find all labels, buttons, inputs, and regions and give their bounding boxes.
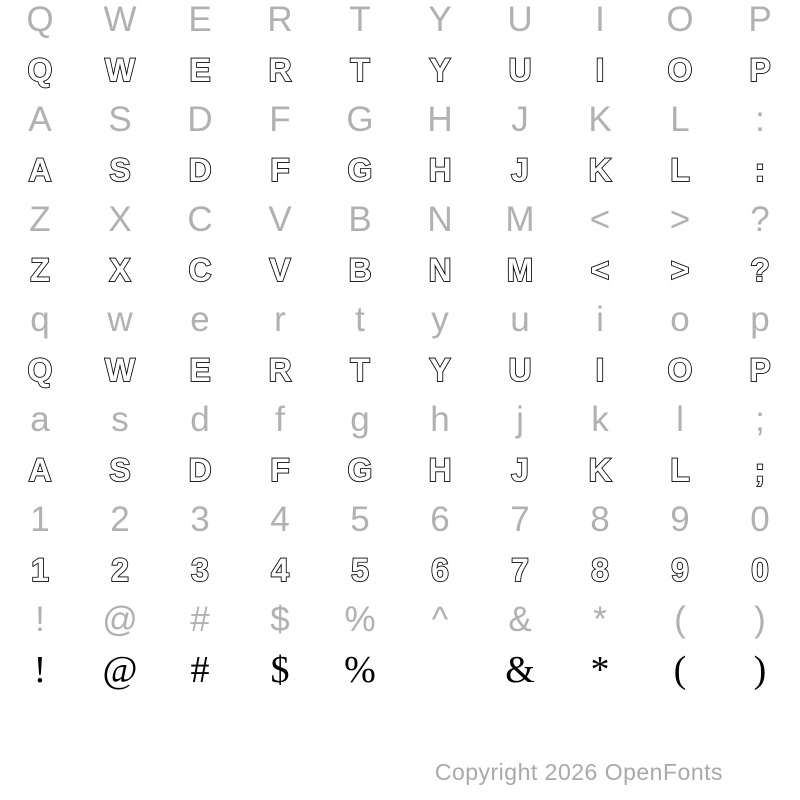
glyph-row-12-outline xyxy=(0,545,800,595)
glyph-cell: P xyxy=(748,0,772,39)
glyph-cell: D xyxy=(187,100,213,139)
glyph-cell: 0 xyxy=(751,552,769,588)
glyph-cell: G xyxy=(347,452,373,488)
glyph-cell: > xyxy=(670,252,690,288)
glyph-cell: E xyxy=(189,352,211,388)
glyph-cell: 4 xyxy=(271,552,289,588)
glyph-cell: j xyxy=(516,400,524,439)
glyph-cell: H xyxy=(427,100,453,139)
glyph-cell: ? xyxy=(750,252,770,288)
glyph-row-13-reference xyxy=(0,595,800,645)
glyph-cell: I xyxy=(595,352,605,388)
glyph-cell: N xyxy=(428,252,452,288)
glyph-cell: t xyxy=(355,300,365,339)
glyph-cell: 6 xyxy=(430,500,450,539)
glyph-row-1-reference xyxy=(0,0,800,45)
glyph-row-2-outline xyxy=(0,45,800,95)
glyph-cell: : xyxy=(755,100,765,139)
glyph-row-10-outline xyxy=(0,445,800,495)
glyph-cell: X xyxy=(109,252,131,288)
glyph-cell: F xyxy=(270,452,290,488)
glyph-cell: 1 xyxy=(31,552,49,588)
glyph-cell: V xyxy=(269,252,291,288)
glyph-cell: G xyxy=(347,152,373,188)
glyph-cell: N xyxy=(427,200,453,239)
glyph-cell: ; xyxy=(755,400,765,439)
glyph-cell: r xyxy=(274,300,286,339)
glyph-cell: : xyxy=(754,152,766,188)
glyph-cell: T xyxy=(350,352,370,388)
glyph-cell: Y xyxy=(429,52,451,88)
glyph-cell: T xyxy=(350,52,370,88)
glyph-cell: H xyxy=(428,452,452,488)
glyph-cell: 4 xyxy=(270,500,290,539)
glyph-cell: Z xyxy=(30,252,50,288)
glyph-cell: A xyxy=(28,100,52,139)
glyph-cell: W xyxy=(104,52,136,88)
glyph-cell: G xyxy=(346,100,374,139)
glyph-cell: u xyxy=(510,300,530,339)
glyph-cell: d xyxy=(190,400,210,439)
glyph-cell: V xyxy=(268,200,292,239)
glyph-cell: S xyxy=(109,152,131,188)
glyph-cell: S xyxy=(109,452,131,488)
glyph-row-6-outline xyxy=(0,245,800,295)
glyph-cell: T xyxy=(349,0,371,39)
glyph-cell: # xyxy=(190,649,210,691)
glyph-cell: O xyxy=(667,52,693,88)
glyph-cell xyxy=(400,645,480,695)
glyph-cell: i xyxy=(596,300,604,339)
glyph-cell: ; xyxy=(754,452,766,488)
glyph-cell: 7 xyxy=(511,552,529,588)
glyph-cell: D xyxy=(188,452,212,488)
glyph-cell: 3 xyxy=(190,500,210,539)
glyph-row-5-reference xyxy=(0,195,800,245)
glyph-cell: K xyxy=(588,452,612,488)
glyph-cell: 5 xyxy=(350,500,370,539)
glyph-cell: l xyxy=(676,400,684,439)
glyph-cell: f xyxy=(275,400,285,439)
glyph-cell: O xyxy=(667,352,693,388)
glyph-cell: X xyxy=(108,200,132,239)
glyph-cell: a xyxy=(30,400,50,439)
glyph-cell: Q xyxy=(26,0,54,39)
glyph-cell: & xyxy=(505,649,535,691)
glyph-cell: L xyxy=(670,452,690,488)
glyph-cell: I xyxy=(595,52,605,88)
glyph-row-8-outline xyxy=(0,345,800,395)
glyph-cell: Y xyxy=(429,352,451,388)
glyph-cell: R xyxy=(268,52,292,88)
glyph-row-4-outline xyxy=(0,145,800,195)
glyph-cell: K xyxy=(588,152,612,188)
glyph-cell: C xyxy=(188,252,212,288)
glyph-cell: p xyxy=(750,300,770,339)
glyph-row-14-serif xyxy=(0,645,800,695)
glyph-cell: O xyxy=(666,0,694,39)
glyph-cell: 1 xyxy=(30,500,50,539)
glyph-cell: 2 xyxy=(110,500,130,539)
glyph-cell: R xyxy=(268,352,292,388)
glyph-cell: Q xyxy=(27,52,53,88)
glyph-cell: > xyxy=(669,200,691,239)
glyph-cell: ? xyxy=(750,200,770,239)
glyph-cell: 8 xyxy=(590,500,610,539)
glyph-cell: E xyxy=(189,52,211,88)
glyph-cell: Z xyxy=(29,200,51,239)
glyph-cell: ) xyxy=(754,600,766,639)
glyph-cell: @ xyxy=(102,600,138,639)
copyright-text: Copyright 2026 OpenFonts xyxy=(434,759,723,785)
glyph-cell: E xyxy=(188,0,212,39)
glyph-cell: o xyxy=(670,300,690,339)
glyph-cell: L xyxy=(670,152,690,188)
glyph-cell: * xyxy=(590,649,610,691)
glyph-cell: M xyxy=(506,252,534,288)
glyph-cell: 9 xyxy=(670,500,690,539)
glyph-cell: 9 xyxy=(671,552,689,588)
glyph-cell: U xyxy=(508,52,532,88)
glyph-cell: $ xyxy=(270,649,290,691)
glyph-cell: D xyxy=(188,152,212,188)
glyph-cell: s xyxy=(111,400,129,439)
glyph-cell: ! xyxy=(33,649,47,691)
glyph-cell: < xyxy=(589,200,611,239)
glyph-cell: % xyxy=(344,600,376,639)
glyph-cell: A xyxy=(28,152,52,188)
glyph-cell: k xyxy=(591,400,609,439)
glyph-cell: % xyxy=(344,649,376,691)
glyph-cell: S xyxy=(108,100,132,139)
glyph-cell: q xyxy=(30,300,50,339)
glyph-cell: K xyxy=(588,100,612,139)
glyph-cell: J xyxy=(511,152,529,188)
glyph-cell: ^ xyxy=(431,600,449,639)
glyph-cell: Q xyxy=(27,352,53,388)
glyph-cell: J xyxy=(511,452,529,488)
glyph-cell: ( xyxy=(673,649,687,691)
glyph-cell: F xyxy=(270,152,290,188)
glyph-cell: h xyxy=(430,400,450,439)
glyph-cell: 7 xyxy=(510,500,530,539)
glyph-row-11-reference xyxy=(0,495,800,545)
glyph-cell: A xyxy=(28,452,52,488)
glyph-cell: w xyxy=(107,300,133,339)
glyph-cell: e xyxy=(190,300,210,339)
glyph-cell: H xyxy=(428,152,452,188)
glyph-cell: B xyxy=(348,200,372,239)
glyph-cell: < xyxy=(590,252,610,288)
glyph-cell: L xyxy=(670,100,690,139)
glyph-cell: @ xyxy=(102,649,138,691)
glyph-cell: 8 xyxy=(591,552,609,588)
glyph-cell: 5 xyxy=(351,552,369,588)
glyph-row-3-reference xyxy=(0,95,800,145)
glyph-cell: ) xyxy=(753,649,767,691)
glyph-cell: y xyxy=(431,300,449,339)
glyph-cell: B xyxy=(348,252,372,288)
glyph-cell: 3 xyxy=(191,552,209,588)
glyph-cell: 6 xyxy=(431,552,449,588)
glyph-cell: W xyxy=(103,0,137,39)
glyph-cell: ! xyxy=(35,600,45,639)
glyph-cell: U xyxy=(507,0,533,39)
glyph-cell: M xyxy=(505,200,535,239)
glyph-cell: Y xyxy=(428,0,452,39)
glyph-row-7-reference xyxy=(0,295,800,345)
glyph-cell: C xyxy=(187,200,213,239)
glyph-cell: & xyxy=(508,600,532,639)
glyph-cell: R xyxy=(267,0,293,39)
glyph-cell: P xyxy=(749,52,771,88)
glyph-cell: W xyxy=(104,352,136,388)
glyph-cell: F xyxy=(269,100,291,139)
glyph-cell: $ xyxy=(270,600,290,639)
glyph-cell: 0 xyxy=(750,500,770,539)
glyph-cell: * xyxy=(593,600,607,639)
glyph-row-9-reference xyxy=(0,395,800,445)
glyph-cell: P xyxy=(749,352,771,388)
glyph-cell: ( xyxy=(674,600,686,639)
glyph-cell: I xyxy=(595,0,605,39)
glyph-cell: J xyxy=(511,100,529,139)
glyph-cell: # xyxy=(190,600,210,639)
glyph-cell: U xyxy=(508,352,532,388)
glyph-cell: 2 xyxy=(111,552,129,588)
glyph-cell: g xyxy=(350,400,370,439)
